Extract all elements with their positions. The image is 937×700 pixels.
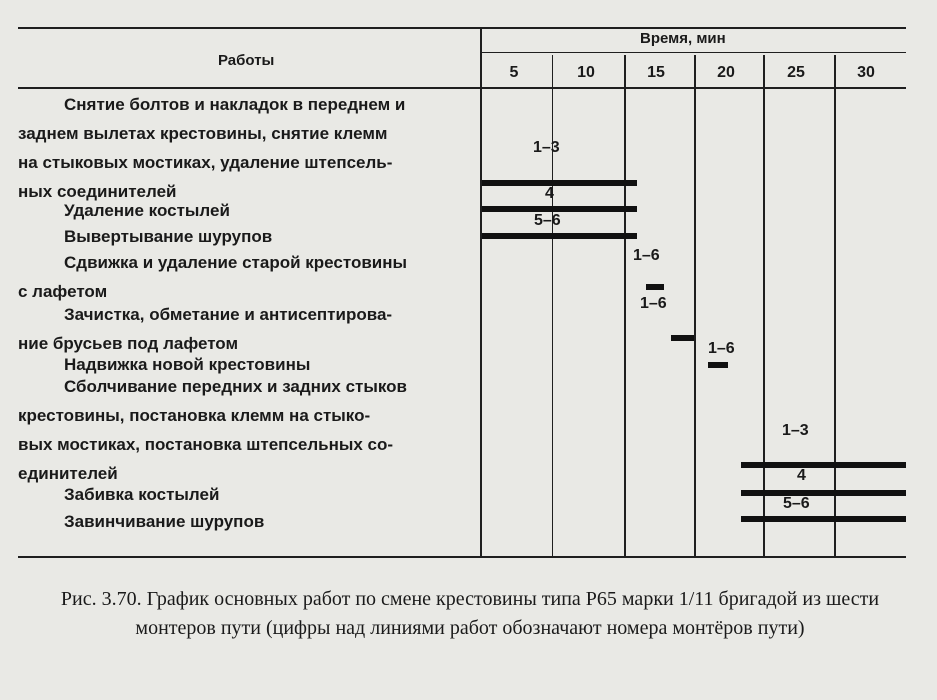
bar-label: 1–3 [533,139,560,156]
works-column-header: Работы [218,52,275,69]
work-row [18,196,478,225]
gantt-bar [741,516,906,522]
table-bottom-rule [18,556,906,558]
gantt-bar [741,462,906,468]
gridline-25 [763,55,765,558]
tick-label: 15 [647,64,665,81]
work-text-line: вых мостиках, постановка штепсельных со- [18,435,394,454]
tick-label: 5 [509,64,519,81]
bar-label: 1–6 [633,247,660,264]
figure-caption: Рис. 3.70. График основных работ по смене крестовины типа Р65 марки 1/11 бригадой из шести монтеров пути (цифры над линиями работ обозначают номера монтёров пути) [60,588,880,639]
bar-label: 1–3 [782,422,809,439]
work-row [18,222,478,251]
work-text-line: ных соединителей [18,182,177,201]
work-text-line: Удаление костылей [64,201,230,220]
gantt-bar [482,233,637,239]
work-text-line: Зачистка, обметание и антисептирова- [64,305,393,324]
work-text-line: ние брусьев под лафетом [18,334,239,353]
work-row [18,372,478,488]
work-text-line: Забивка костылей [64,485,220,504]
bar-label: 4 [797,467,806,484]
gantt-bar [646,284,664,290]
gridline-15 [624,55,626,558]
work-text-line: крестовины, постановка клемм на стыко- [18,406,371,425]
tick-label: 25 [787,64,805,81]
gantt-bar [708,362,728,368]
tick-label: 30 [857,64,875,81]
time-column-header: Время, мин [640,30,726,47]
work-text-line: Снятие болтов и накладок в переднем и [64,95,406,114]
bar-label: 5–6 [783,495,810,512]
work-row [18,90,478,206]
gantt-bar [741,490,906,496]
header-bottom-rule [18,87,906,89]
work-text-line: Завинчивание шурупов [64,512,265,531]
work-text-line: единителей [18,464,118,483]
bar-label: 1–6 [708,340,735,357]
work-text-line: на стыковых мостиках, удаление штепсель- [18,153,393,172]
work-text-line: Сболчивание передних и задних стыков [64,377,407,396]
work-text-line: Надвижка новой крестовины [64,355,311,374]
tick-label: 10 [577,64,595,81]
bar-label: 1–6 [640,295,667,312]
work-text-line: с лафетом [18,282,108,301]
gridline-10 [552,55,553,558]
table-top-rule [18,27,906,29]
work-row [18,248,478,306]
gantt-bar [671,335,694,341]
work-text-line: Сдвижка и удаление старой крестовины [64,253,408,272]
tick-label: 20 [717,64,735,81]
time-header-rule [480,52,906,53]
works-column-divider [480,27,482,558]
work-row [18,507,478,536]
bar-label: 5–6 [534,212,561,229]
bar-label: 4 [545,185,554,202]
work-row [18,480,478,509]
gridline-30 [834,55,836,558]
work-text-line: Вывертывание шурупов [64,227,273,246]
work-text-line: заднем вылетах крестовины, снятие клемм [18,124,388,143]
gantt-bar [482,180,637,186]
gridline-20 [694,55,696,558]
